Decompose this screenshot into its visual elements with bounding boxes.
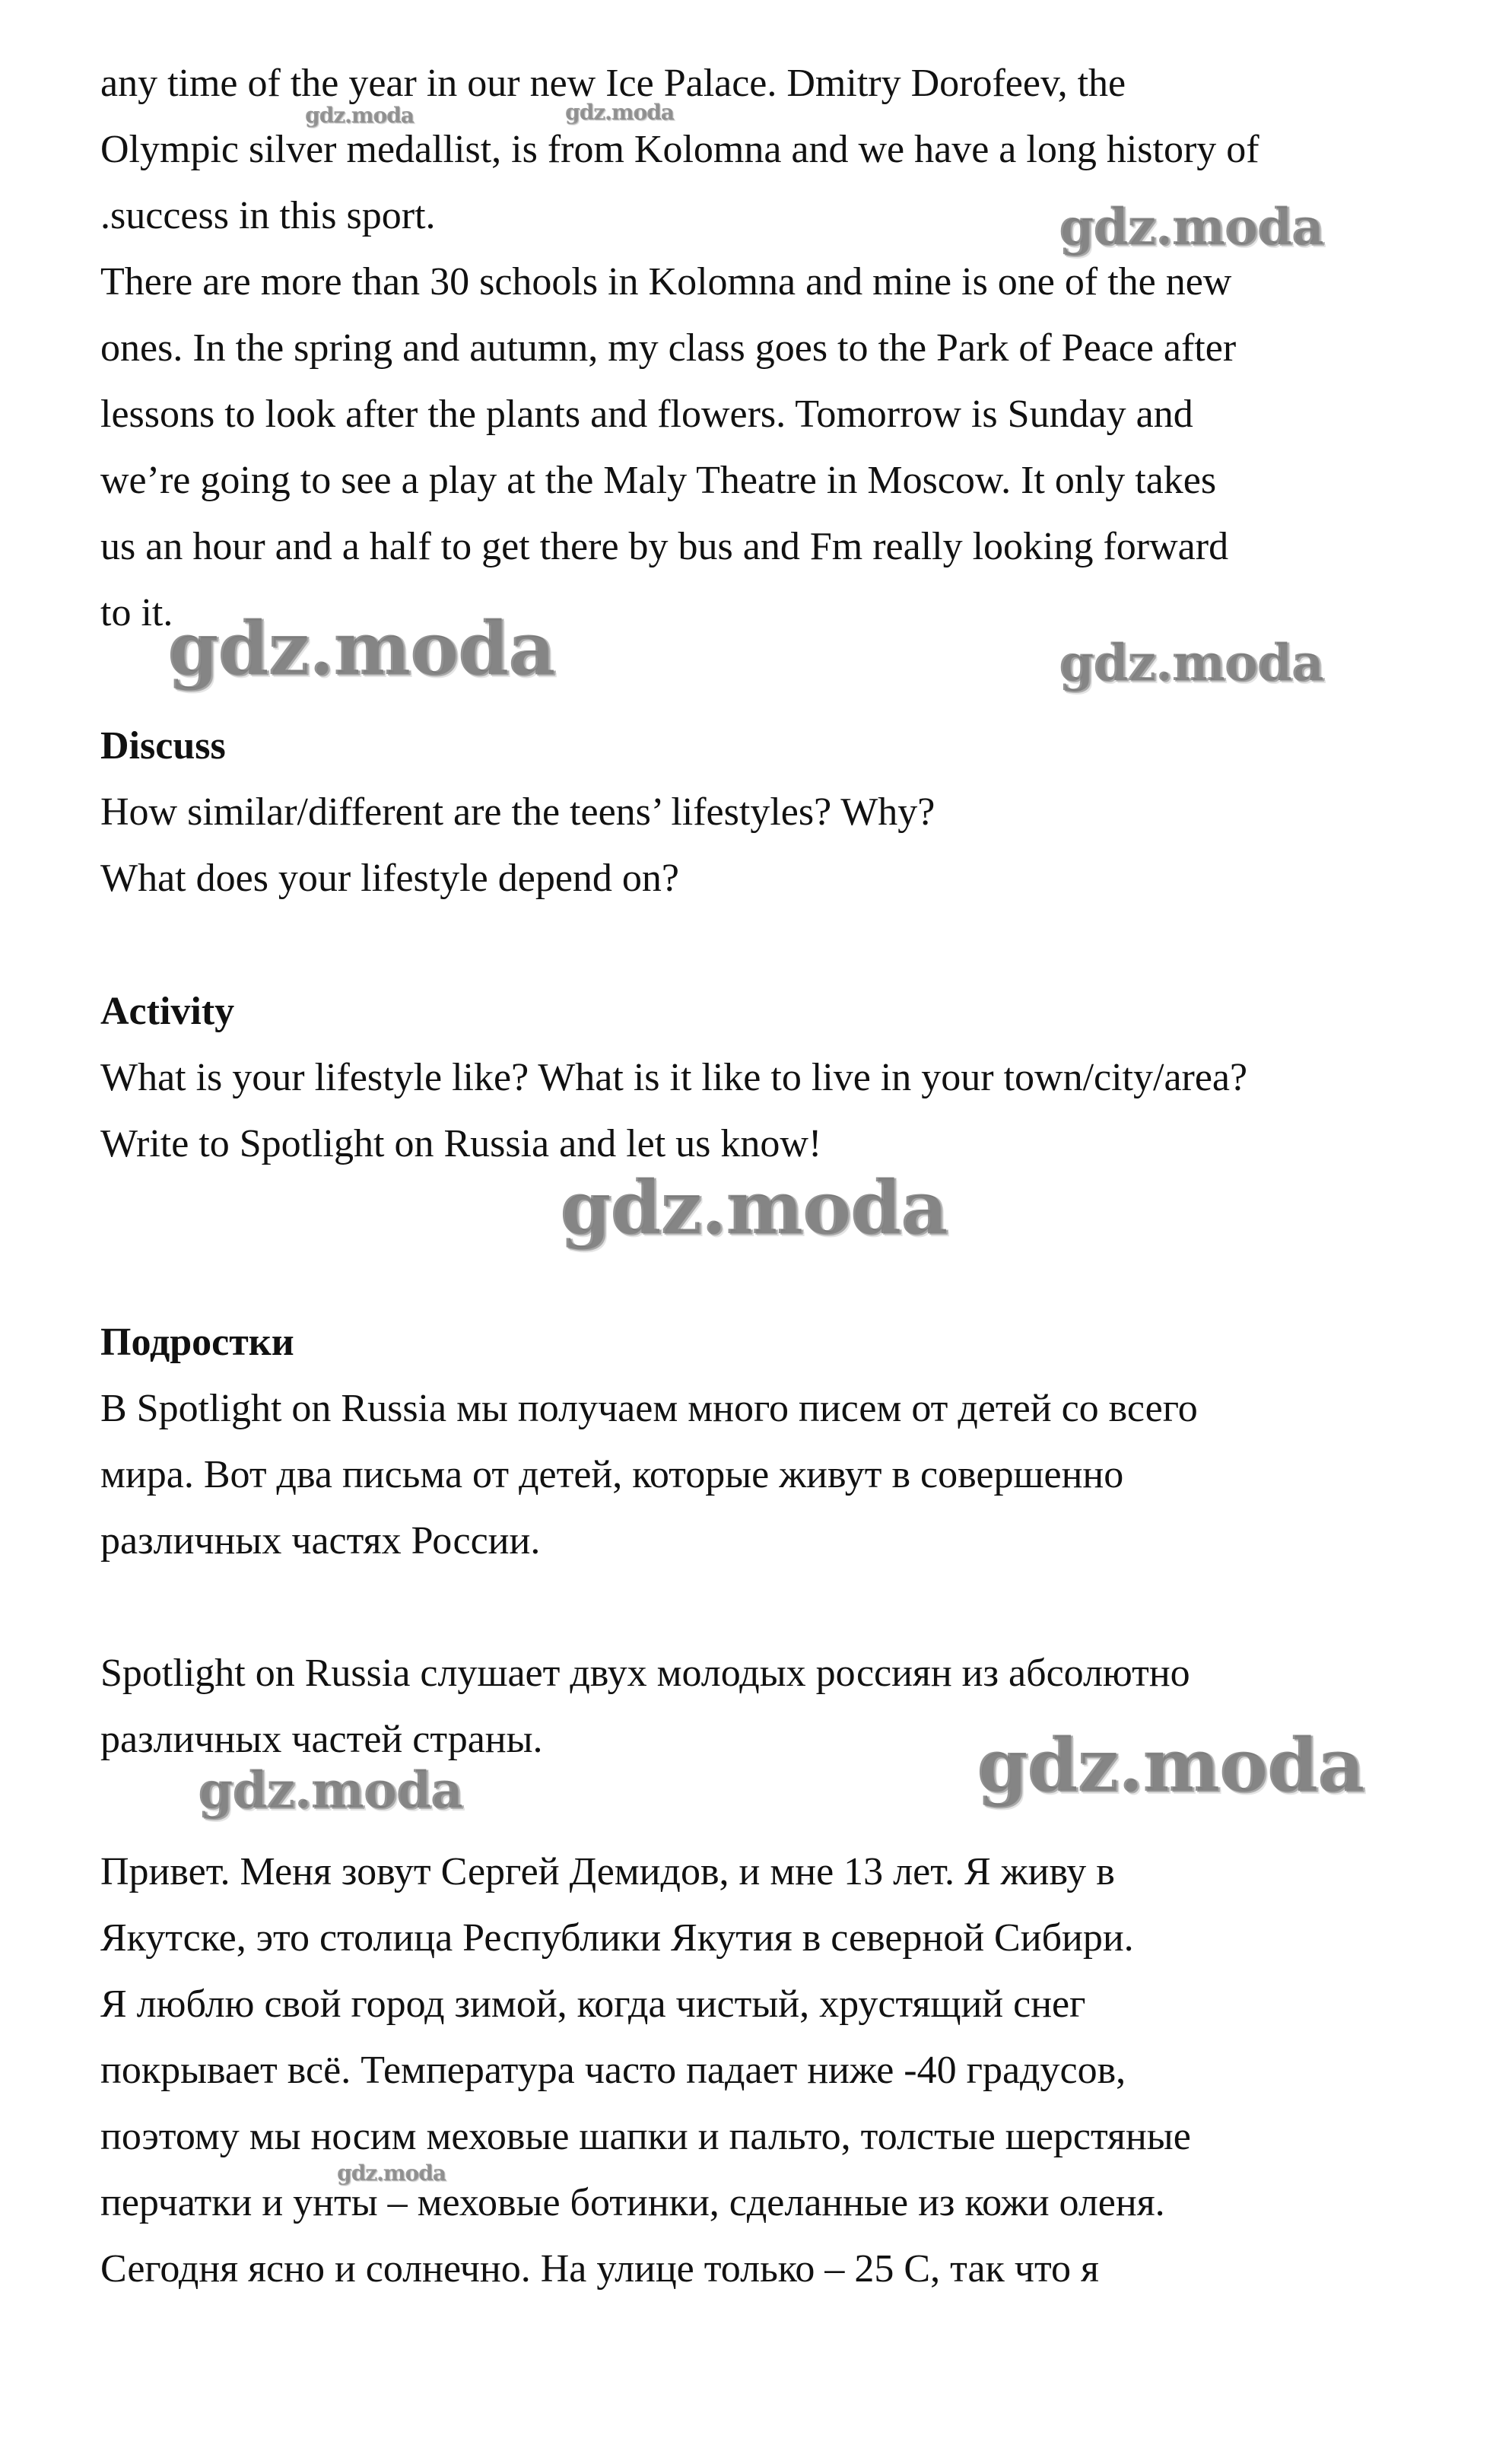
watermark: gdz.moda (1060, 634, 1325, 694)
russian-para3-line: покрывает всё. Температура часто падает ниже -40 градусов, (100, 2049, 1126, 2092)
activity-heading: Activity (100, 990, 235, 1033)
russian-para2-line: Spotlight on Russia слушает двух молодых россиян из абсолютно (100, 1652, 1190, 1695)
watermark: gdz.moda (306, 103, 415, 129)
russian-para1-line: В Spotlight on Russia мы получаем много писем от детей со всего (100, 1387, 1198, 1430)
russian-para1-line: мира. Вот два письма от детей, которые живут в совершенно (100, 1453, 1124, 1496)
text-line: There are more than 30 schools in Kolomna and mine is one of the new (100, 260, 1232, 304)
watermark: gdz.moda (978, 1724, 1366, 1810)
russian-para3-line: Сегодня ясно и солнечно. На улице только – 25 С, так что я (100, 2247, 1099, 2291)
activity-line: Write to Spotlight on Russia and let us know! (100, 1122, 822, 1165)
watermark: gdz.moda (169, 607, 557, 693)
russian-para2-line: различных частей страны. (100, 1718, 543, 1761)
discuss-heading: Discuss (100, 724, 226, 768)
russian-heading: Подростки (100, 1321, 294, 1364)
discuss-line: How similar/different are the teens’ lifestyles? Why? (100, 790, 935, 834)
text-line: .success in this sport. (100, 194, 436, 237)
text-line: Olympic silver medallist, is from Kolomna and we have a long history of (100, 128, 1259, 171)
russian-para3-line: Я люблю свой город зимой, когда чистый, хрустящий снег (100, 1982, 1086, 2026)
discuss-line: What does your lifestyle depend on? (100, 857, 679, 900)
russian-para3-line: поэтому мы носим меховые шапки и пальто, толстые шерстяные (100, 2115, 1191, 2158)
text-line: us an hour and a half to get there by bus and Fm really looking forward (100, 525, 1229, 568)
text-line: we’re going to see a play at the Maly Theatre in Moscow. It only takes (100, 459, 1217, 502)
russian-para1-line: различных частях России. (100, 1519, 541, 1563)
russian-para3-line: Якутске, это столица Республики Якутия в северной Сибири. (100, 1916, 1134, 1960)
text-line: any time of the year in our new Ice Palace. Dmitry Dorofeev, the (100, 62, 1126, 105)
russian-para3-line: Привет. Меня зовут Сергей Демидов, и мне 13 лет. Я живу в (100, 1850, 1115, 1893)
russian-para3-line: перчатки и унты – меховые ботинки, сделанные из кожи оленя. (100, 2181, 1165, 2224)
watermark: gdz.moda (1060, 199, 1325, 258)
activity-line: What is your lifestyle like? What is it like to live in your town/city/area? (100, 1056, 1248, 1099)
text-line: ones. In the spring and autumn, my class goes to the Park of Peace after (100, 326, 1237, 370)
text-line: to it. (100, 591, 173, 634)
watermark: gdz.moda (566, 100, 675, 126)
watermark: gdz.moda (199, 1762, 464, 1821)
text-line: lessons to look after the plants and flowers. Tomorrow is Sunday and (100, 393, 1193, 436)
watermark: gdz.moda (338, 2161, 446, 2186)
watermark: gdz.moda (561, 1166, 949, 1252)
